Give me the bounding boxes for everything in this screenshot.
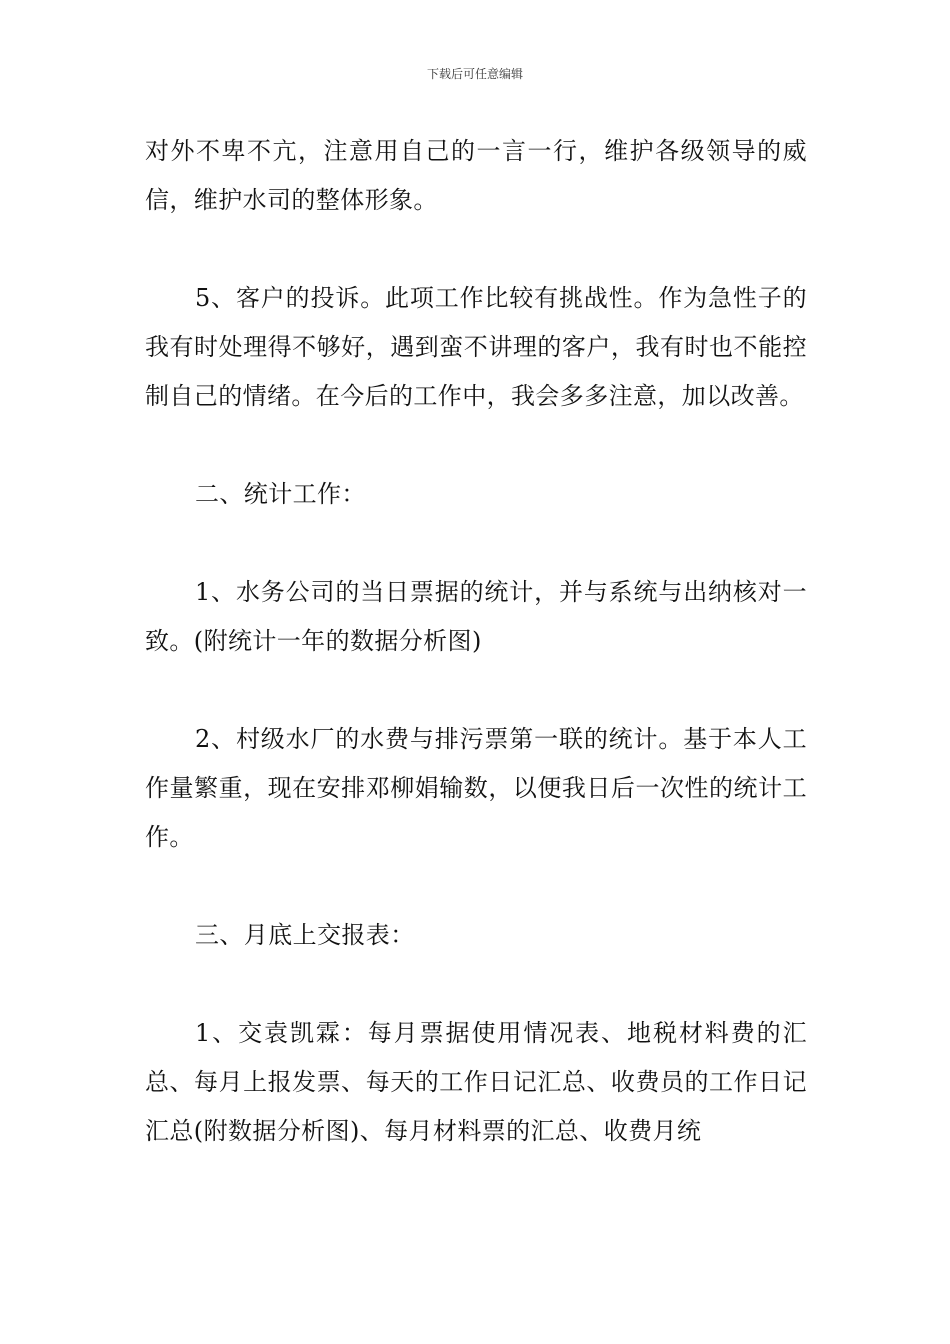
paragraph-gap [145, 666, 807, 715]
header-note: 下载后可任意编辑 [426, 67, 523, 81]
paragraph-village-waterworks: 2、村级水厂的水费与排污票第一联的统计。基于本人工作量繁重，现在安排邓柳娟输数，以便我日后一次性的统计工作。 [145, 725, 807, 851]
paragraph-continuation: 对外不卑不亢，注意用自己的一言一行，维护各级领导的威信，维护水司的整体形象。 [145, 137, 807, 214]
paragraph-gap [145, 421, 807, 470]
paragraph-complaints: 5、客户的投诉。此项工作比较有挑战性。作为急性子的我有时处理得不够好，遇到蛮不讲理的客户，我有时也不能控制自己的情绪。在今后的工作中，我会多多注意，加以改善。 [145, 284, 807, 410]
paragraph-reports-list: 1、交袁凯霖：每月票据使用情况表、地税材料费的汇总、每月上报发票、每天的工作日记汇总、收费员的工作日记汇总(附数据分析图)、每月材料票的汇总、收费月统 [145, 1019, 807, 1145]
paragraph-gap [145, 519, 807, 568]
document-body [145, 127, 807, 1156]
paragraph-daily-receipts: 1、水务公司的当日票据的统计，并与系统与出纳核对一致。(附统计一年的数据分析图) [145, 578, 807, 655]
section-heading-statistics: 二、统计工作： [195, 480, 366, 508]
paragraph-gap [145, 862, 807, 911]
paragraph-gap [145, 960, 807, 1009]
paragraph-gap [145, 225, 807, 274]
section-heading-monthly-reports: 三、月底上交报表： [195, 921, 415, 949]
